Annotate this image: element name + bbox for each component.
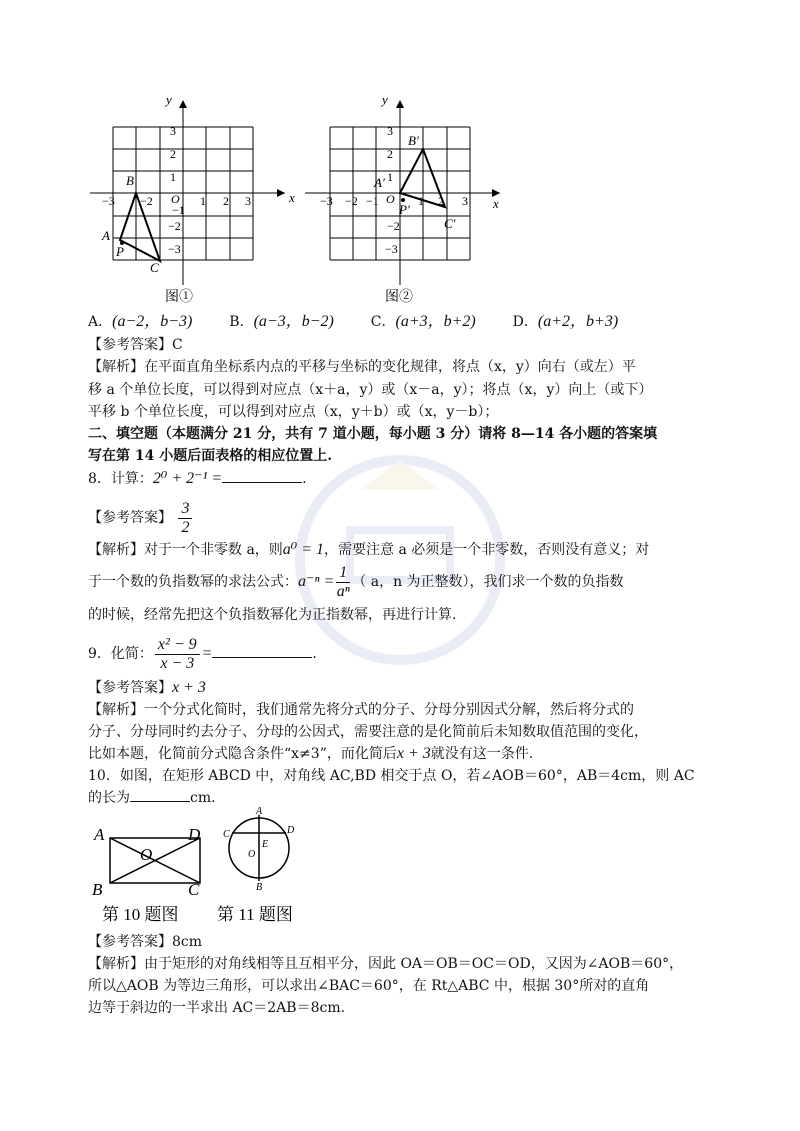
- fig1-xtick: 3: [245, 194, 251, 208]
- fig1-point-A: A: [102, 228, 110, 243]
- fig1-xtick: −2: [140, 194, 153, 208]
- q10-analysis-line-1: 【解析】由于矩形的对角线相等且互相平分，因此 OA＝OB＝OC＝OD，又因为∠AOB＝60°，: [88, 956, 684, 972]
- fig2-ytick: 2: [387, 147, 393, 161]
- fig2-ytick: −2: [387, 219, 400, 233]
- q7-option-a: A．(a−2，b−3): [88, 313, 193, 330]
- figure-2-coordinate-grid: [300, 90, 510, 305]
- fig1-xtick: −3: [102, 194, 115, 208]
- fig2-ytick: 3: [387, 124, 393, 138]
- fig2-xtick: −3: [320, 194, 333, 208]
- fig2-ytick: 1: [387, 170, 393, 184]
- q9-fraction: $\frac{\text{x² − 9}}{x - 3}$: [155, 636, 200, 673]
- fig1-ytick: 1: [170, 170, 176, 184]
- q8-analysis-line-1: 【解析】对于一个非零数 a，则a⁰ = 1，需要注意 a 必须是一个非零数，否则没有意义；对: [88, 541, 650, 558]
- fig1-point-P: P: [116, 244, 124, 259]
- q8-analysis-line-2: 于一个数的负指数幂的求法公式：a⁻ⁿ = $\frac{1}{\text{aⁿ}}$ （ a，n 为正整数），我们求一个数的负指数: [88, 563, 624, 600]
- fig2-point-P: P′: [399, 202, 410, 217]
- fig2-y-label: y: [382, 92, 388, 107]
- fig11-label-C: C: [223, 829, 230, 840]
- fig2-point-A: A′: [374, 175, 385, 190]
- fig1-ytick: −3: [168, 242, 181, 256]
- q7-option-d: D．(a+2，b+3): [512, 313, 619, 330]
- fig1-xtick: 2: [223, 194, 229, 208]
- q7-analysis-line-1: 【解析】在平面直角坐标系内点的平移与坐标的变化规律，将点（x，y）向右（或左）平: [88, 359, 636, 375]
- figure-10-rectangle: [88, 820, 218, 925]
- fig10-label-C: C: [188, 880, 200, 899]
- q9-answer: 【参考答案】x + 3: [88, 679, 206, 696]
- q7-analysis-line-2: 移 a 个单位长度，可以得到对应点（x＋a，y）或（x－a，y）；将点（x，y）向上（或下）: [88, 382, 653, 398]
- fig11-label-D: D: [287, 825, 295, 836]
- q10-prompt-line-1: 10．如图，在矩形 ABCD 中，对角线 AC,BD 相交于点 O，若∠AOB＝60°，AB＝4cm，则 AC: [88, 768, 695, 784]
- fig10-label-A: A: [94, 825, 105, 844]
- q9-analysis-line-1: 【解析】一个分式化简时，我们通常先将分式的分子、分母分别因式分解，然后将分式的: [88, 702, 634, 718]
- q10-prompt-line-2: 的长为 cm.: [88, 790, 216, 806]
- fig2-xtick: 2: [438, 194, 444, 208]
- fig2-xtick: −1: [366, 194, 379, 208]
- fig11-label-B: B: [256, 882, 263, 893]
- fig10-label-O: O: [140, 845, 153, 864]
- fig2-origin: O: [386, 192, 395, 206]
- fig1-xtick: 1: [200, 194, 206, 208]
- fig2-point-B: B′: [408, 133, 419, 148]
- fig2-caption: 图②: [385, 290, 413, 305]
- fig10-label-B: B: [92, 880, 103, 899]
- fig1-xtick: −1: [172, 203, 185, 217]
- figure-1-coordinate-grid: [90, 90, 300, 305]
- fig11-label-A: A: [256, 806, 263, 817]
- fig1-ytick: −2: [168, 219, 181, 233]
- fig2-point-C: C′: [444, 216, 456, 231]
- fig2-x-label: x: [493, 196, 499, 211]
- fig2-xtick: 1: [418, 194, 424, 208]
- q7-answer: 【参考答案】C: [88, 337, 183, 353]
- q10-answer: 【参考答案】8cm: [88, 934, 203, 950]
- fig1-ytick: 3: [170, 124, 176, 138]
- q9-analysis-line-3: 比如本题，化简前分式隐含条件“x≠3”，而化简后x + 3就没有这一条件.: [88, 745, 534, 762]
- fig10-caption: 第 10 题图: [102, 905, 179, 924]
- section-2-heading-line-1: 二、填空题（本题满分 21 分，共有 7 道小题，每小题 3 分）请将 8—14 各小题的答案填: [88, 426, 658, 442]
- q10-analysis-line-3: 边等于斜边的一半求出 AC＝2AB＝8cm.: [88, 1000, 346, 1016]
- q7-analysis-line-3: 平移 b 个单位长度，可以得到对应点（x，y＋b）或（x，y－b）；: [88, 404, 499, 420]
- fig1-ytick: 2: [170, 147, 176, 161]
- q10-analysis-line-2: 所以△AOB 为等边三角形，可以求出∠BAC＝60°，在 Rt△ABC 中，根据 30°所对的直角: [88, 978, 650, 994]
- fig2-ytick: −3: [385, 242, 398, 256]
- fig1-point-C: C: [150, 260, 159, 275]
- q7-option-c: C．(a+3，b+2): [370, 313, 476, 330]
- fig11-caption: 第 11 题图: [217, 905, 293, 924]
- fig11-label-E: E: [262, 839, 269, 850]
- q9-prompt: 9．化简： $\frac{\text{x² − 9}}{x - 3}$ = .: [88, 635, 317, 672]
- q8-answer: 【参考答案】 $\frac{3}{2}$: [88, 498, 194, 538]
- fig1-y-label: y: [166, 92, 172, 107]
- fig1-origin: O: [171, 192, 180, 206]
- q7-options: [88, 312, 618, 332]
- fig2-xtick: −2: [345, 194, 358, 208]
- q8-answer-fraction: $\frac{3}{2}$: [178, 500, 192, 537]
- section-2-heading-line-2: 写在第 14 小题后面表格的相应位置上.: [88, 448, 333, 464]
- fig1-x-label: x: [289, 190, 295, 205]
- q8-prompt: 8．计算：2⁰ + 2⁻¹ = .: [88, 470, 307, 487]
- fig11-label-O: O: [248, 849, 256, 860]
- q9-analysis-line-2: 分子、分母同时约去分子、分母的公因式，需要注意的是化简前后未知数取值范围的变化，: [88, 724, 648, 740]
- q7-option-b: B．(a−3，b−2): [229, 313, 334, 330]
- fig2-xtick: 3: [462, 194, 468, 208]
- fig10-label-D: D: [188, 825, 201, 844]
- q8-analysis-line-3: 的时候，经常先把这个负指数幂化为正指数幂，再进行计算.: [88, 607, 457, 623]
- fig1-caption: 图①: [165, 290, 193, 305]
- fig1-point-B: B: [126, 173, 134, 188]
- figure-11-circle: [215, 805, 335, 925]
